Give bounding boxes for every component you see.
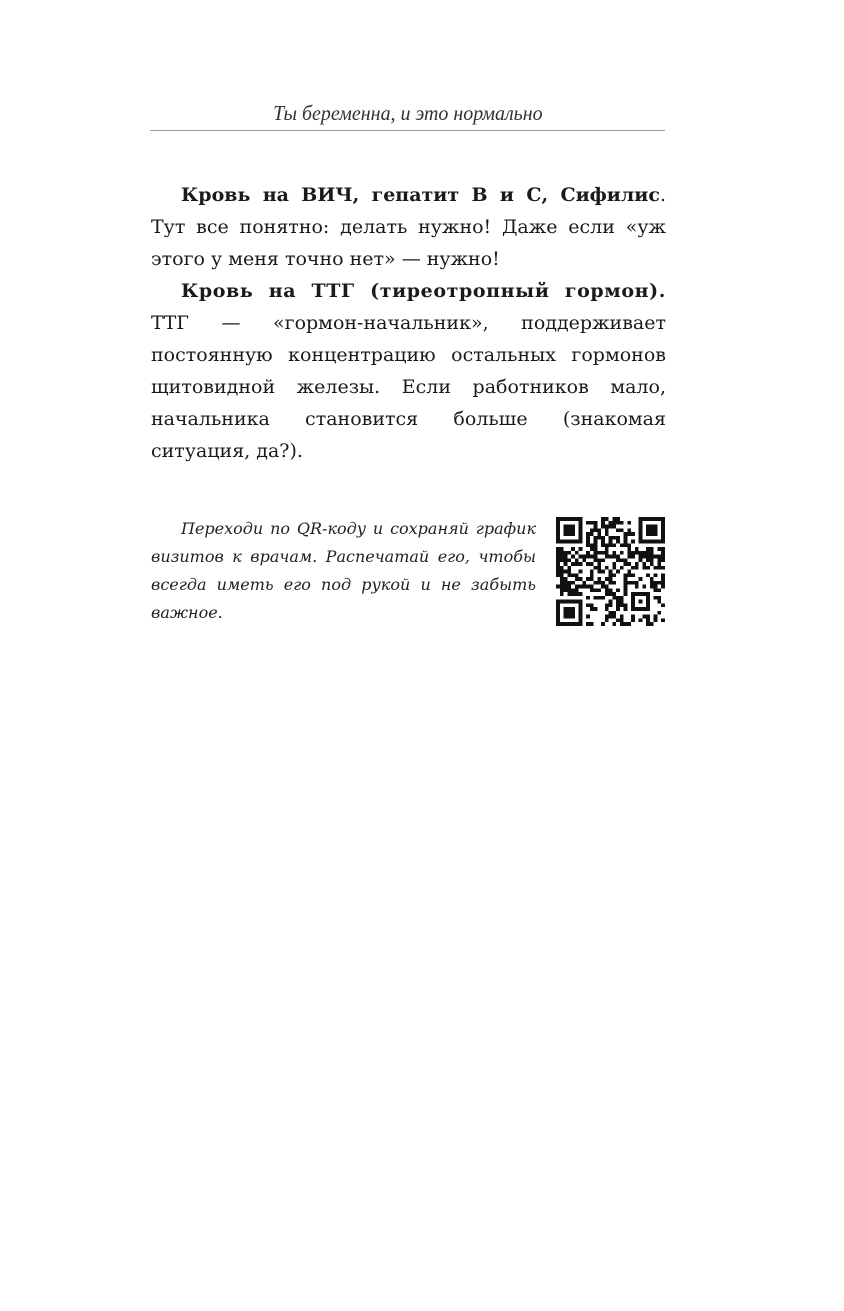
paragraph-lead: Кровь на ВИЧ, гепатит В и С, Сифилис — [181, 184, 660, 206]
paragraph-hiv-hepatitis — [151, 179, 666, 275]
paragraph-body: . Тут все понятно: делать нужно! Даже если «уж этого у меня точно нет» — нужно! — [151, 184, 666, 270]
qr-note: Переходи по QR-коду и сохраняй график визитов к врачам. Распечатай его, чтобы всегда иметь его под рукой и не забыть важное. — [151, 519, 536, 622]
body-text — [151, 179, 666, 467]
paragraph-tsh — [151, 275, 666, 467]
paragraph-body: ТТГ — «гормон-начальник», поддерживает постоянную концентрацию остальных гормонов щитовидной железы. Если работников мало, начальника становится больше (знакомая ситуация, да?). — [151, 312, 666, 462]
qr-code-icon — [556, 517, 665, 626]
paragraph-lead: Кровь на ТТГ (тиреотропный гормон). — [181, 280, 666, 302]
running-title: Ты беременна, и это нормально — [272, 101, 543, 125]
running-header — [150, 96, 665, 131]
